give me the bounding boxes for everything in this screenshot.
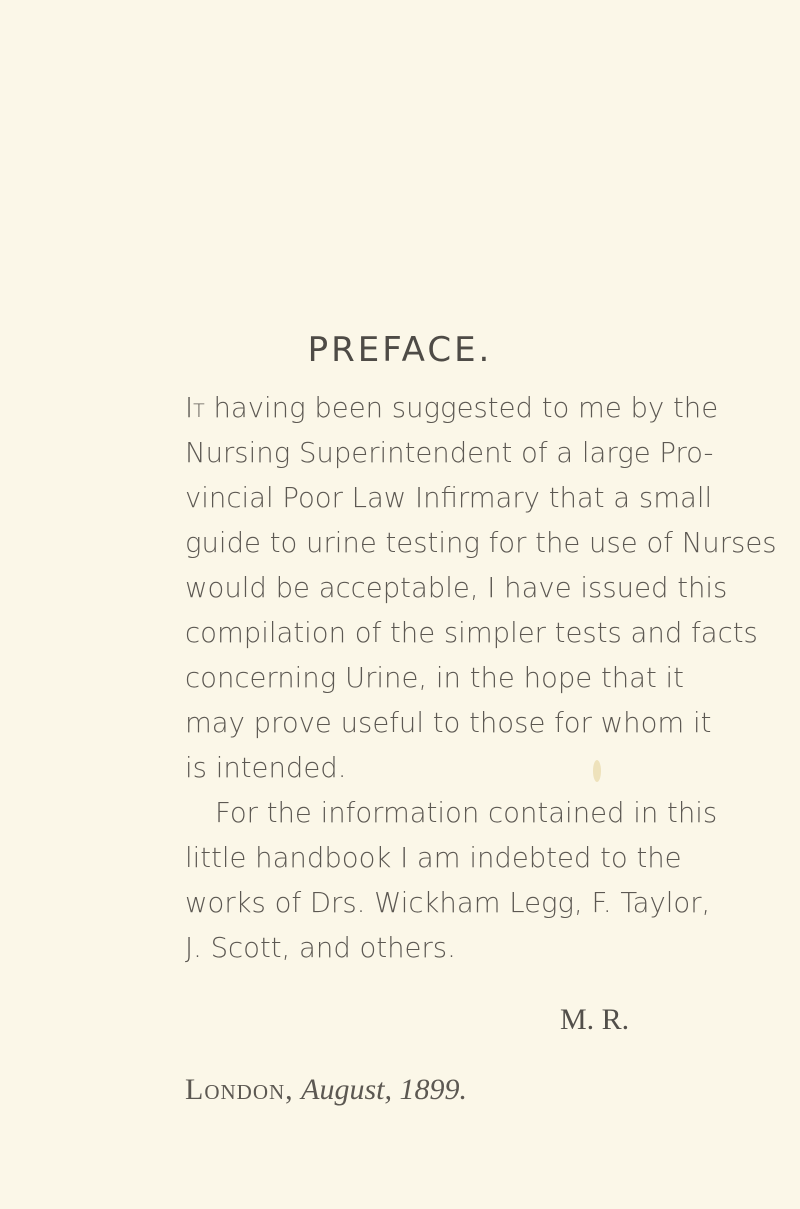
paragraph-1-line-2: Nursing Superintendent of a large Pro- [185, 437, 714, 469]
paragraph-2-line-2: little handbook I am indebted to the [185, 842, 682, 874]
dateline-date: August, 1899. [301, 1073, 467, 1106]
paragraph-1-line-3: vincial Poor Law Infirmary that a small [185, 482, 713, 514]
paragraph-1-line-7: concerning Urine, in the hope that it [185, 662, 684, 694]
paragraph-1-line-4: guide to urine testing for the use of Nurses [185, 527, 777, 559]
paragraph-1-line-1 [185, 386, 719, 430]
dateline [185, 1070, 467, 1110]
dateline-city: London, [185, 1073, 294, 1106]
opening-word: It [185, 392, 205, 424]
paragraph-2-line-3: works of Drs. Wickham Legg, F. Taylor, [185, 887, 711, 919]
paragraph-1-line-8: may prove useful to those for whom it [185, 707, 712, 739]
paragraph-1-line-6: compilation of the simpler tests and facts [185, 617, 758, 649]
paragraph-2-line-1: For the information contained in this [215, 797, 718, 829]
paragraph-1-line-5: would be acceptable, I have issued this [185, 572, 728, 604]
paper-stain [593, 760, 601, 782]
page-title: PREFACE. [307, 330, 493, 370]
author-initials: M. R. [560, 1003, 630, 1036]
paragraph-2-line-4: J. Scott, and others. [185, 932, 456, 964]
paragraph-1-line-9: is intended. [185, 752, 347, 784]
paragraph-1-line-1-text: having been suggested to me by the [213, 392, 719, 424]
